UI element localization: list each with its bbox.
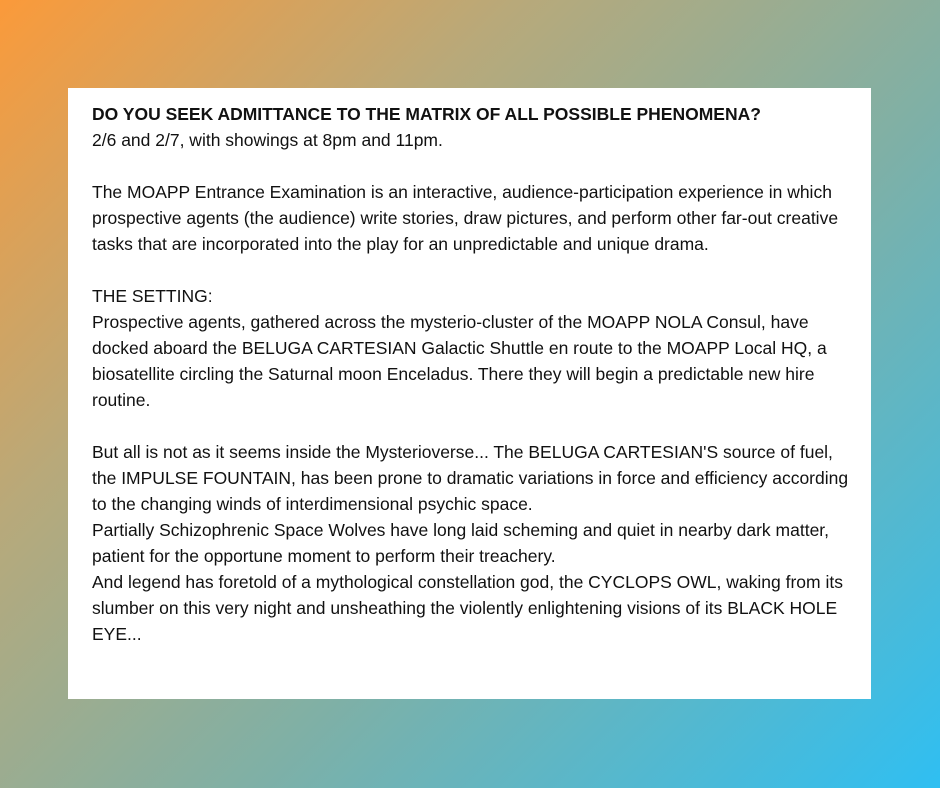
setting-heading: THE SETTING: — [92, 286, 213, 306]
spacer — [92, 153, 851, 179]
headline: DO YOU SEEK ADMITTANCE TO THE MATRIX OF ALL POSSIBLE PHENOMENA? — [92, 104, 761, 124]
event-description-card — [68, 88, 871, 699]
spacer — [92, 413, 851, 439]
spacer — [92, 257, 851, 283]
conflict-paragraph-wolves: Partially Schizophrenic Space Wolves have long laid scheming and quiet in nearby dark matter, patient for the opportune moment to perform their treachery. — [92, 520, 830, 566]
conflict-paragraph-fuel: But all is not as it seems inside the Mysterioverse... The BELUGA CARTESIAN'S source of fuel, the IMPULSE FOUNTAIN, has been prone to dramatic variations in force and efficiency according to the changing winds of interdimensional psychic space. — [92, 442, 849, 514]
setting-paragraph: Prospective agents, gathered across the mysterio-cluster of the MOAPP NOLA Consul, have docked aboard the BELUGA CARTESIAN Galactic Shuttle en route to the MOAPP Local HQ, a biosatellite circling the Saturnal moon Enceladus. There they will begin a predictable new hire routine. — [92, 312, 827, 410]
event-dates: 2/6 and 2/7, with showings at 8pm and 11pm. — [92, 130, 443, 150]
intro-paragraph: The MOAPP Entrance Examination is an interactive, audience-participation experience in which prospective agents (the audience) write stories, draw pictures, and perform other far-out creative tasks that are incorporated into the play for an unpredictable and unique drama. — [92, 182, 839, 254]
conflict-paragraph-owl: And legend has foretold of a mythological constellation god, the CYCLOPS OWL, waking from its slumber on this very night and unsheathing the violently enlightening visions of its BLACK HOLE EYE... — [92, 572, 843, 644]
